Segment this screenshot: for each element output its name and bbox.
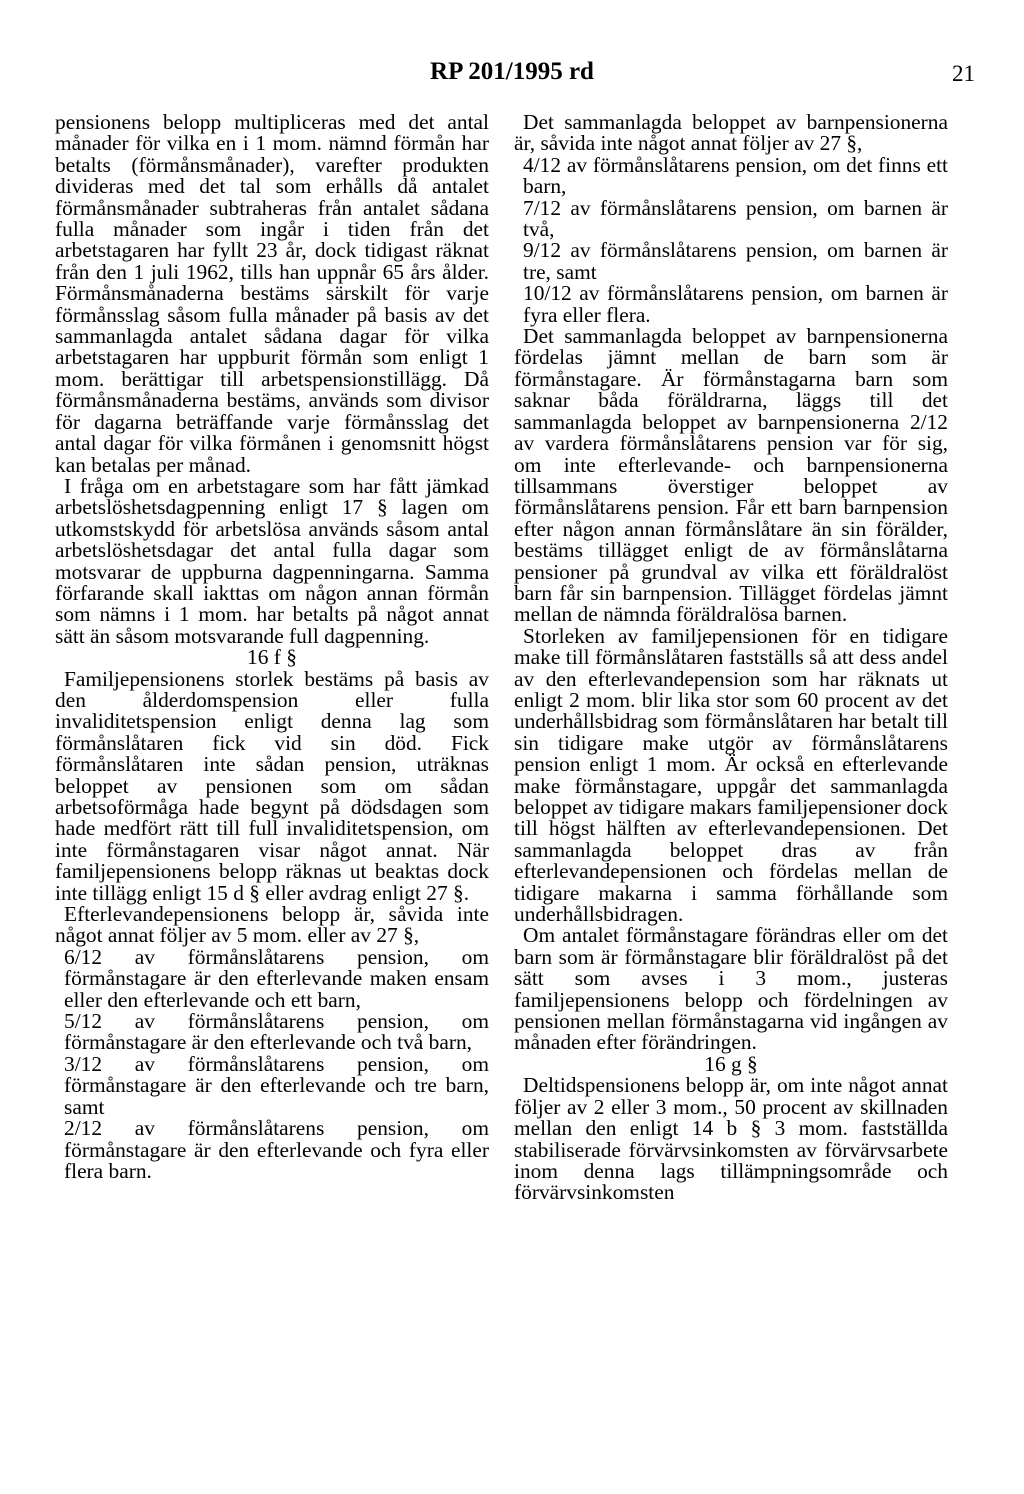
left-column xyxy=(55,112,489,1182)
paragraph: Det sammanlagda beloppet av barnpensionerna är, såvida inte något annat följer av 27 §, xyxy=(514,110,948,156)
paragraph: I fråga om en arbetstagare som har fått jämkad arbetslöshetsdagpenning enligt 17 § lagen om utkomstskydd för arbetslösa används såsom antal arbetslöshetsdagar det antal fulla dagar som motsvarar de uppburna dagpenningarna. Samma förfarande skall iakttas om någon annan förmån som nämns i 1 mom. har betalts på något annat sätt än såsom motsvarande full dagpenning. xyxy=(55,473,489,648)
section-heading-16g: 16 g § xyxy=(704,1051,758,1076)
paragraph: Familjepensionens storlek bestäms på basis av den ålderdomspension eller fulla invaliditetspension enligt denna lag som förmånslåtaren fick vid sin död. Fick förmånslåtaren inte sådan pension, uträknas beloppet av pensionen som om sådan arbetsoförmåga hade begynt på dödsdagen som hade medfört rätt till full invaliditetspension, om inte förmånstagaren visar något annat. När familjepensionens belopp räknas ut beaktas dock inte tillägg enligt 15 d § eller avdrag enligt 27 §. xyxy=(55,666,489,905)
list-item: 5/12 av förmånslåtarens pension, om förmånstagare är den efterlevande och två barn, xyxy=(64,1009,489,1055)
list-item: 3/12 av förmånslåtarens pension, om förmånstagare är den efterlevande och tre barn, samt xyxy=(64,1051,489,1119)
list-item: 4/12 av förmånslåtarens pension, om det finns ett barn, xyxy=(523,152,948,199)
page-header-title: RP 201/1995 rd xyxy=(430,58,594,85)
paragraph: pensionens belopp multipliceras med det antal månader för vilka en i 1 mom. nämnd förmån har betalts (förmånsmånader), varefter produkten divideras med det tal som erhålls då antalet förmånsmånader subtraheras från antalet sådana fulla månader som ingår i tiden från det arbetstagaren har fyllt 23 år, dock tidigast räknat från den 1 juli 1962, tills han uppnår 65 års ålder. Förmånsmånaderna bestäms särskilt för varje förmånsslag såsom fulla månader på basis av det sammanlagda antalet sådana dagar för vilka arbetstagaren har uppburit förmån som enligt 1 mom. berättigar till arbetspensionstillägg. Då förmånsmånaderna bestäms, används som divisor för dagarna beträffande varje förmånsslag det antal dagar för vilka förmånen i genomsnitt högst kan betalas per månad. xyxy=(55,110,489,477)
section-heading-16f: 16 f § xyxy=(247,645,297,670)
list-item: 10/12 av förmånslåtarens pension, om barnen är fyra eller flera. xyxy=(523,281,948,327)
paragraph: Om antalet förmånstagare förändras eller om det barn som är förmånstagare blir föräldralöst på det sätt som avses i 3 mom., justeras familjepensionens belopp och fördelningen av pensionen mellan förmånstagarna vid ingången av månaden efter förändringen. xyxy=(514,923,948,1055)
paragraph: Deltidspensionens belopp är, om inte något annat följer av 2 eller 3 mom., 50 procent av skillnaden mellan den enligt 14 b § 3 mom. fastställda stabiliserade förvärvsinkomsten av förvärvsarbete inom denna lags tillämpningsområde och förvärvsinkomsten xyxy=(514,1073,948,1205)
right-column xyxy=(514,112,948,1204)
paragraph: Efterlevandepensionens belopp är, såvida inte något annat följer av 5 mom. eller av 27 §, xyxy=(55,902,489,948)
paragraph: Det sammanlagda beloppet av barnpensionerna fördelas jämnt mellan de barn som är förmånstagare. Är förmånstagarna barn som saknar båda föräldrarna, läggs till det sammanlagda beloppet av barnpensionerna 2/12 av vardera förmånslåtarens pension var för sig, om inte efterlevande- och barnpensionerna tillsammans överstiger beloppet av förmånslåtarens pension. Får ett barn barnpension efter någon annan förmånslåtare än sin förälder, bestäms tillägget enligt de av förmånslåtarna pensioner på grundval av vilka ett föräldralöst barn får sin barnpension. Tillägget fördelas jämnt mellan de nämnda föräldralösa barnen. xyxy=(514,324,948,627)
list-item: 2/12 av förmånslåtarens pension, om förmånstagare är den efterlevande och fyra eller flera barn. xyxy=(64,1116,489,1183)
list-item: 7/12 av förmånslåtarens pension, om barnen är två, xyxy=(523,195,948,242)
list-item: 6/12 av förmånslåtarens pension, om förmånstagare är den efterlevande maken ensam eller den efterlevande och ett barn, xyxy=(64,944,489,1012)
list-item: 9/12 av förmånslåtarens pension, om barnen är tre, samt xyxy=(523,238,948,284)
page-number: 21 xyxy=(952,61,975,86)
paragraph: Storleken av familjepensionen för en tidigare make till förmånslåtaren fastställs så att dess andel av den efterlevandepension som har räknats ut enligt 2 mom. blir lika stor som 60 procent av det underhållsbidrag som förmånslåtaren har betalt till sin tidigare make utgör av förmånslåtarens pension enligt 1 mom. Är också en efterlevande make förmånstagare, uppgår det sammanlagda beloppet av tidigare makars familjepensioner dock till högst hälften av efterlevandepensionen. Det sammanlagda beloppet dras av från efterlevandepensionen och fördelas mellan de tidigare makarna i samma förhållande som underhållsbidragen. xyxy=(514,623,948,927)
